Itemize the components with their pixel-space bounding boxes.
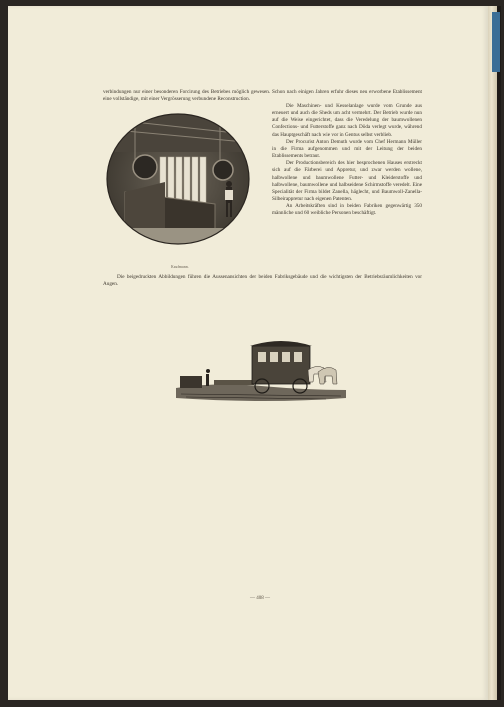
right-column-paragraph-1: Die Maschinen- und Kesselanlage wurde vom Grunde aus erneuert und auch die Sheds um acht vermehrt. Der Betrieb wurde nun auf die Weise eingerichtet, dass die Veredelung der baumwollenen Confections- und Futterstoffe ganz nach Döda verlegt wurde, während das Hauptgeschäft nach wie vor in Gentus selbst verblieb. (272, 103, 422, 138)
horse-wagon-vignette (176, 338, 346, 404)
right-column-paragraph-2: Der Procurist Anton Demuth wurde vom Chef Hermann Müller in die Firma aufgenommen und mit der Leitung der beiden Etablissements betraut. (272, 138, 422, 160)
right-column-paragraph-4: An Arbeitskräften sind in beiden Fabriken gegenwärtig 350 männliche und 60 weibliche Personen beschäftigt. (272, 203, 422, 217)
right-column-text (272, 103, 422, 218)
bottom-paragraph (103, 274, 422, 288)
bottom-paragraph-text: Die beigedruckten Abbildungen führen die Aussenansichten der beiden Fabriksgebäude und die wichtigsten der Betriebsräumlichkeiten vor Augen. (103, 274, 422, 288)
factory-interior-vignette (105, 112, 251, 246)
top-paragraph-text: verbindungen nur einer besonderen Forcirung des Betriebes möglich gewesen. Schon nach einigen Jahren erfuhr dieses neu erworbene Etablissement eine vollständige, mit einer Vergrösserung verbundene Reconstruction. (103, 89, 422, 103)
page-number: — 408 — (250, 596, 270, 601)
illustration-caption: Kaufmann. (171, 265, 189, 269)
top-paragraph (103, 89, 422, 103)
right-column-paragraph-3: Der Productionsbereich des hier besprochenen Hauses erstreckt sich auf die Färberei und Appretur, und zwar werden wollene, halbwollene und baumwollene Futter- und Kleiderstoffe und halbwollene, baumwollene und halbseidene Schirmstoffe veredelt. Eine Specialität der Firma bildet Zanella, häglecht, und Baumwoll-Zanella-Silbeirappretur nach eigenen Patenten. (272, 160, 422, 203)
page-fore-edge (488, 6, 497, 700)
page-tab-marker (492, 12, 500, 72)
page-dark-edge (497, 6, 501, 700)
